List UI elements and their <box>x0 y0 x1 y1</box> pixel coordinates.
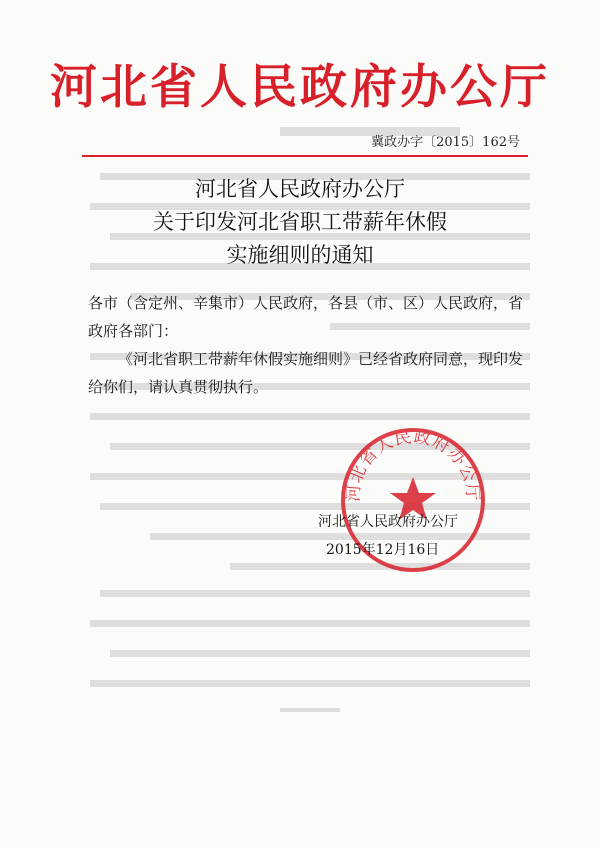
body-paragraph: 《河北省职工带薪年休假实施细则》已经省政府同意，现印发给你们，请认真贯彻执行。 <box>88 350 524 396</box>
signature-date: 2015年12月16日 <box>326 542 440 558</box>
signature-org: 河北省人民政府办公厅 <box>318 514 458 530</box>
addressee: 各市（含定州、辛集市）人民政府，各县（市、区）人民政府，省政府各部门： <box>88 294 524 340</box>
issuing-agency-header: 河北省人民政府办公厅 <box>50 60 550 115</box>
document-body <box>88 289 533 401</box>
bleed-through-text-lower <box>80 580 540 730</box>
red-separator-line <box>82 155 528 157</box>
title-line-1: 河北省人民政府办公厅 <box>195 177 405 201</box>
document-number: 冀政办字〔2015〕162号 <box>371 135 520 150</box>
title-line-2: 关于印发河北省职工带薪年休假 <box>153 210 447 234</box>
title-line-3: 实施细则的通知 <box>226 243 374 267</box>
seal-text-path: 河北省人民政府办公厅 <box>343 427 483 503</box>
document-title <box>0 173 600 272</box>
bleed-through-lines-lower <box>80 580 540 730</box>
